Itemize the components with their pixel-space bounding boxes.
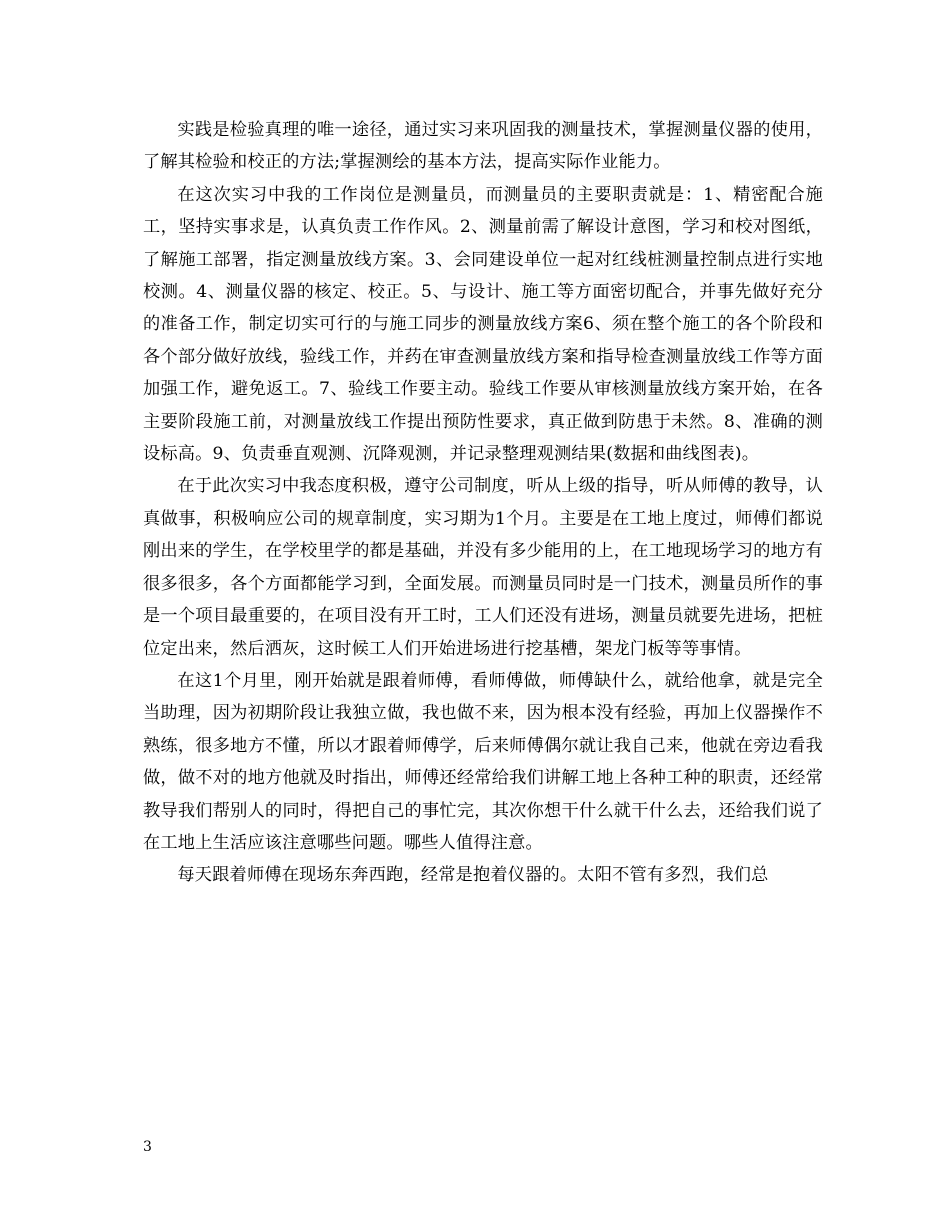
- paragraph-3: 在于此次实习中我态度积极，遵守公司制度，听从上级的指导，听从师傅的教导，认真做事，积极响应公司的规章制度，实习期为1个月。主要是在工地上度过，师傅们都说刚出来的学生，在学校里学的都是基础，并没有多少能用的上，在工地现场学习的地方有很多很多，各个方面都能学习到，全面发展。而测量员同时是一门技术，测量员所作的事是一个项目最重要的，在项目没有开工时，工人们还没有进场，测量员就要先进场，把桩位定出来，然后洒灰，这时候工人们开始进场进行挖基槽，架龙门板等等事情。: [143, 476, 823, 659]
- paragraph-4: 在这1个月里，刚开始就是跟着师傅，看师傅做，师傅缺什么，就给他拿，就是完全当助理，因为初期阶段让我独立做，我也做不来，因为根本没有经验，再加上仪器操作不熟练，很多地方不懂，所以才跟着师傅学，后来师傅偶尔就让我自己来，他就在旁边看我做，做不对的地方他就及时指出，师傅还经常给我们讲解工地上各种工种的职责，还经常教导我们帮别人的同时，得把自己的事忙完，其次你想干什么就干什么去，还给我们说了在工地上生活应该注意哪些问题。哪些人值得注意。: [143, 670, 823, 853]
- document-body: [143, 114, 823, 892]
- page-number: 3: [143, 1139, 152, 1155]
- paragraph-2: 在这次实习中我的工作岗位是测量员，而测量员的主要职责就是：1、精密配合施工，坚持实事求是，认真负责工作作风。2、测量前需了解设计意图，学习和校对图纸，了解施工部署，指定测量放线方案。3、会同建设单位一起对红线桩测量控制点进行实地校测。4、测量仪器的核定、校正。5、与设计、施工等方面密切配合，并事先做好充分的准备工作，制定切实可行的与施工同步的测量放线方案6、须在整个施工的各个阶段和各个部分做好放线，验线工作，并药在审查测量放线方案和指导检查测量放线工作等方面加强工作，避免返工。7、验线工作要主动。验线工作要从审核测量放线方案开始，在各主要阶段施工前，对测量放线工作提出预防性要求，真正做到防患于未然。8、准确的测设标高。9、负责垂直观测、沉降观测，并记录整理观测结果(数据和曲线图表)。: [143, 184, 823, 465]
- paragraph-1: 实践是检验真理的唯一途径，通过实习来巩固我的测量技术，掌握测量仪器的使用，了解其检验和校正的方法;掌握测绘的基本方法，提高实际作业能力。: [143, 120, 823, 173]
- paragraph-5: 每天跟着师傅在现场东奔西跑，经常是抱着仪器的。太阳不管有多烈，我们总: [177, 865, 769, 886]
